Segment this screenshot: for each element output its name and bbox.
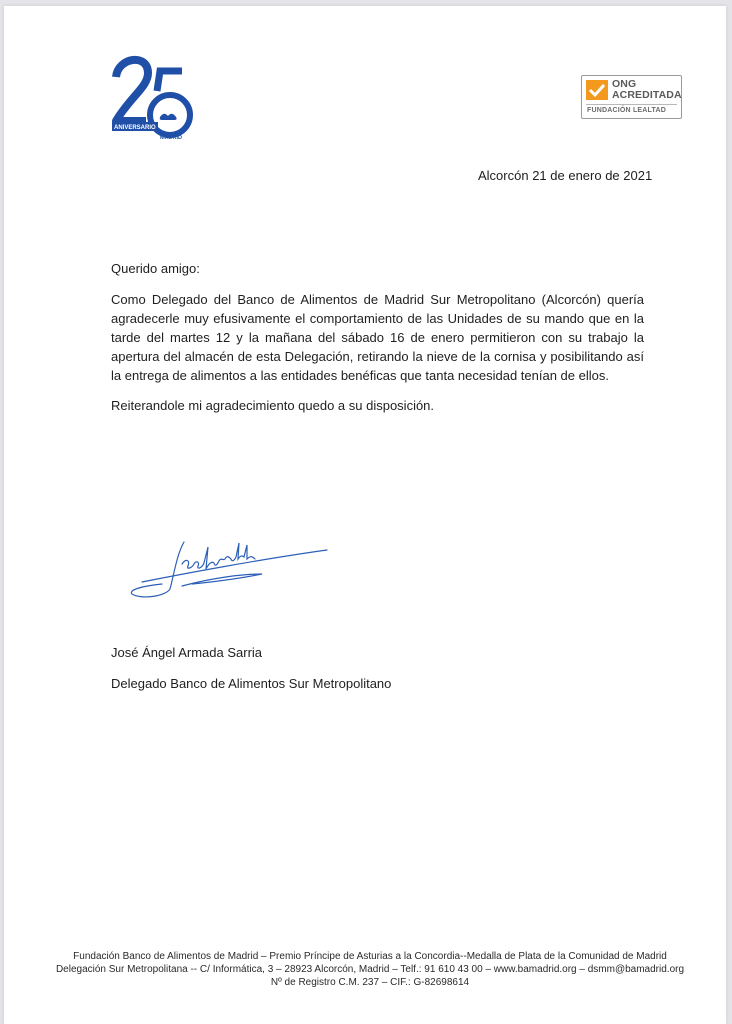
letter-body: Como Delegado del Banco de Alimentos de Madrid Sur Metropolitano (Alcorcón) quería agradecerle muy efusivamente el comportamiento de las Unidades de su mando que en la tarde del martes 12 y la mañana del sábado 16 de enero permitieron con su trabajo la apertura del almacén de esta Delegación, retirando la nieve de la cornisa y posibilitando así la entrega de alimentos a las entidades benéficas que tanta necesidad tenían de ellos. — [111, 292, 644, 383]
ong-badge-line2: ACREDITADA — [612, 89, 682, 101]
letter-closing: Reiterandole mi agradecimiento quedo a su disposición. — [111, 398, 435, 413]
logo-madrid-text: MADRID — [160, 135, 182, 141]
letter-page — [4, 6, 726, 1024]
ong-badge-divider — [586, 104, 677, 105]
logo-digit-5 — [157, 71, 182, 91]
ong-badge-footer: FUNDACIÓN LEALTAD — [587, 107, 666, 114]
letter-footer — [4, 950, 732, 989]
signer-name: José Ángel Armada Sarria — [111, 645, 263, 660]
logo-ribbon-text: ANIVERSARIO — [114, 125, 156, 131]
logo-digit-2 — [116, 60, 148, 121]
letter-greeting: Querido amigo: — [111, 261, 200, 276]
footer-line-1: Fundación Banco de Alimentos de Madrid – Premio Príncipe de Asturias a la Concordia--Medalla de Plata de la Comunidad de Madrid — [73, 951, 667, 962]
signer-title: Delegado Banco de Alimentos Sur Metropolitano — [111, 676, 392, 691]
footer-line-2: Delegación Sur Metropolitana -- C/ Informática, 3 – 28923 Alcorcón, Madrid – Telf.: 91 610 43 00 – www.bamadrid.org – dsmm@bamadrid.org — [55, 964, 685, 975]
ong-badge-line1: ONG — [612, 78, 637, 90]
anniversary-25-logo — [108, 51, 200, 143]
ong-acreditada-badge — [581, 75, 682, 119]
checkmark-icon — [586, 80, 608, 100]
footer-line-3: Nº de Registro C.M. 237 – CIF.: G-82698614 — [270, 977, 470, 988]
letter-date: Alcorcón 21 de enero de 2021 — [478, 168, 653, 183]
handwritten-signature — [122, 534, 332, 609]
